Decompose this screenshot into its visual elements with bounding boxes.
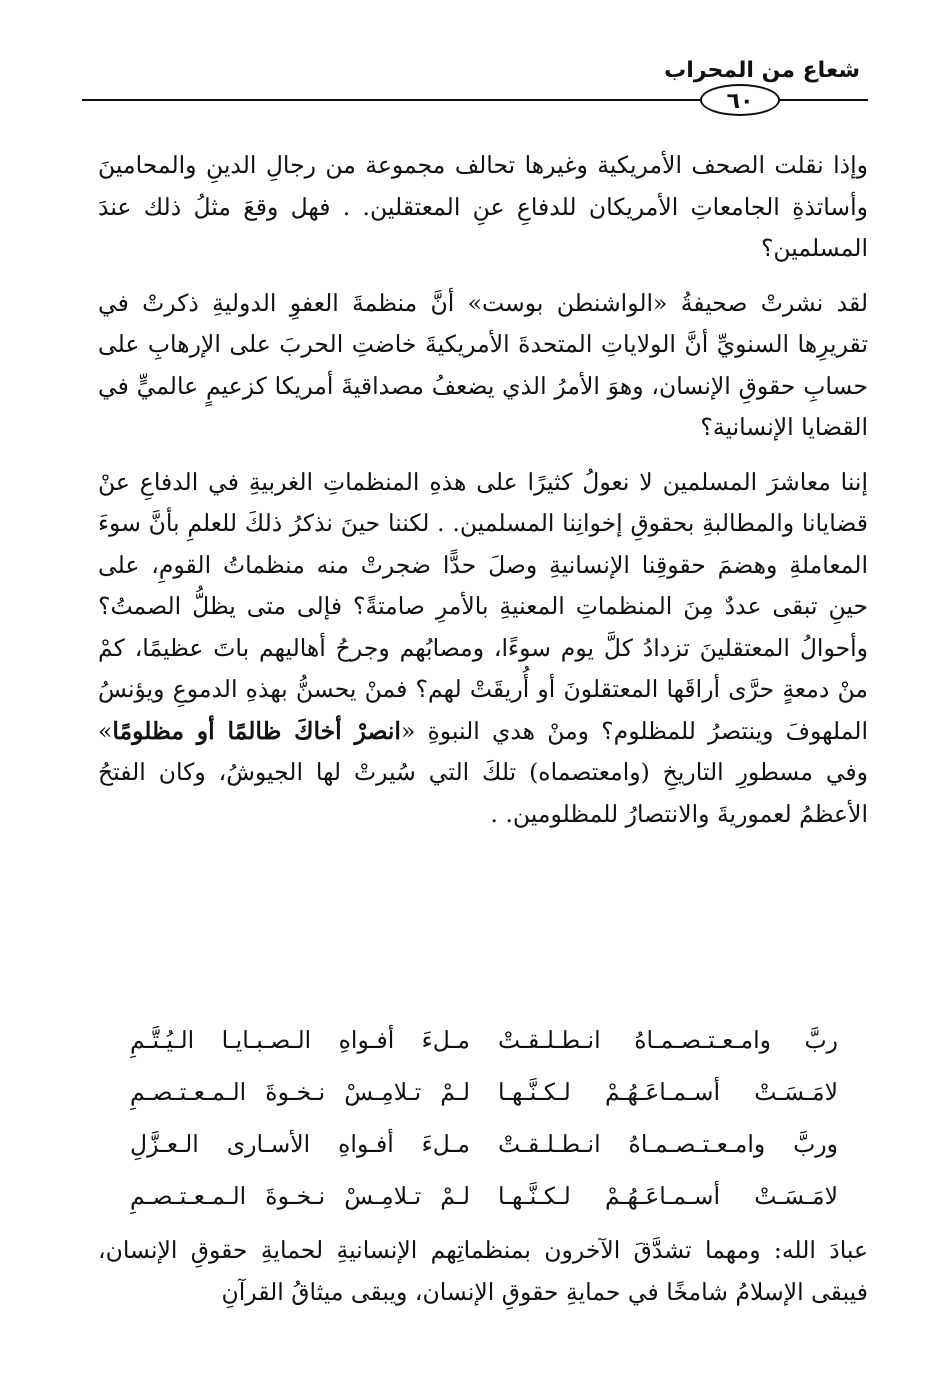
paragraph-3-text-start: إننا معاشرَ المسلمين لا نعولُ كثيرًا على هذهِ المنظماتِ الغربيةِ في الدفاعِ عنْ قضايانا والمطالبةِ بحقوقِ إخوانِنا المسلمين. . لكننا حينَ نذكرُ ذلكَ للعلمِ بأنَّ سوءَ المعاملةِ وهضمَ حقوقِنا الإنسانيةِ وصلَ حدًّا ضجرتْ منه منظماتُ القومِ، على حينِ تبقى عددٌ مِنَ المنظماتِ المعنيةِ بالأمرِ صامتةً؟ فإلى متى يظلُّ الصمتُ؟ وأحوالُ المعتقلينَ تزدادُ كلَّ يوم سوءًا، ومصابُهم وجرحُ أهاليهم باتَ عظيمًا، كمْ منْ دمعةٍ حرَّى أراقَها المعتقلونَ أو أُريقَتْ لهم؟ فمنْ يحسنُّ بهذهِ الدموعِ ويؤنسُ الملهوفَ وينتصرُ للمظلوم؟ ومنْ هدي النبوةِ « [98,467,868,745]
verse-first-hemistich: وربَّ وامـعـتـصـمـاهُ انـطـلـقـتْ [498,1130,838,1158]
body-text [98,145,868,848]
poem [130,1014,838,1222]
poem-verse [130,1170,838,1222]
verse-second-hemistich: مـلءَ أفـواهِ الـصـبـايـا الـيُـتَّـمِ [130,1026,470,1054]
paragraph-1: وإذا نقلت الصحف الأمريكية وغيرها تحالف مجموعة من رجالِ الدينِ والمحامينَ وأساتذةِ الجامعاتِ الأمريكان للدفاعِ عنِ المعتقلين. . فهل وقعَ مثلُ ذلك عندَ المسلمين؟ [98,151,868,262]
running-title: شعاع من المحراب [664,58,860,83]
paragraph-3 [98,462,868,836]
hadith-quote: انصرْ أخاكَ ظالمًا أو مظلومًا [112,716,401,745]
verse-first-hemistich: لامَـسَـتْ أسـمـاعَـهُـمْ لـكـنَّـهـا [498,1078,838,1106]
verse-second-hemistich: مـلءَ أفـواهِ الأسـارى الـعـزَّلِ [130,1130,470,1158]
paragraph-4: عبادَ الله: ومهما تشدَّقَ الآخرون بمنظماتِهم الإنسانيةِ لحمايةِ حقوقِ الإنسان، فيبقى الإسلامُ شامخًا في حمايةِ حقوقِ الإنسان، ويبقى ميثاقُ القرآنِ [98,1236,868,1306]
poem-verse [130,1118,838,1170]
final-text [98,1230,868,1313]
verse-first-hemistich: لامَـسَـتْ أسـمـاعَـهُـمْ لـكـنَّـهـا [498,1182,838,1210]
verse-second-hemistich: لـمْ تـلامِـسْ نـخـوةَ الـمـعـتـصـمِ [130,1182,470,1210]
verse-second-hemistich: لـمْ تـلامِـسْ نـخـوةَ الـمـعـتـصـمِ [130,1078,470,1106]
paragraph-3-text-end: » وفي مسطورِ التاريخِ (وامعتصماه) تلكَ التي سُيرتْ لها الجيوشُ، وكان الفتحُ الأعظمُ لعموريةَ والانتصارُ للمظلومين. . [98,716,868,828]
verse-first-hemistich: ربَّ وامـعـتـصـمـاهُ انـطـلـقـتْ [498,1026,838,1054]
poem-verse [130,1014,838,1066]
poem-verse [130,1066,838,1118]
paragraph-2: لقد نشرتْ صحيفةُ «الواشنطن بوست» أنَّ منظمةَ العفوِ الدوليةِ ذكرتْ في تقريرِها السنويِّ أنَّ الولاياتِ المتحدةَ الأمريكيةَ خاضتِ الحربَ على الإرهابِ على حسابِ حقوقِ الإنسان، وهوَ الأمرُ الذي يضعفُ مصداقيةَ أمريكا كزعيمٍ عالميٍّ في القضايا الإنسانية؟ [98,288,868,441]
page-number-badge: ٦٠ [700,84,780,116]
